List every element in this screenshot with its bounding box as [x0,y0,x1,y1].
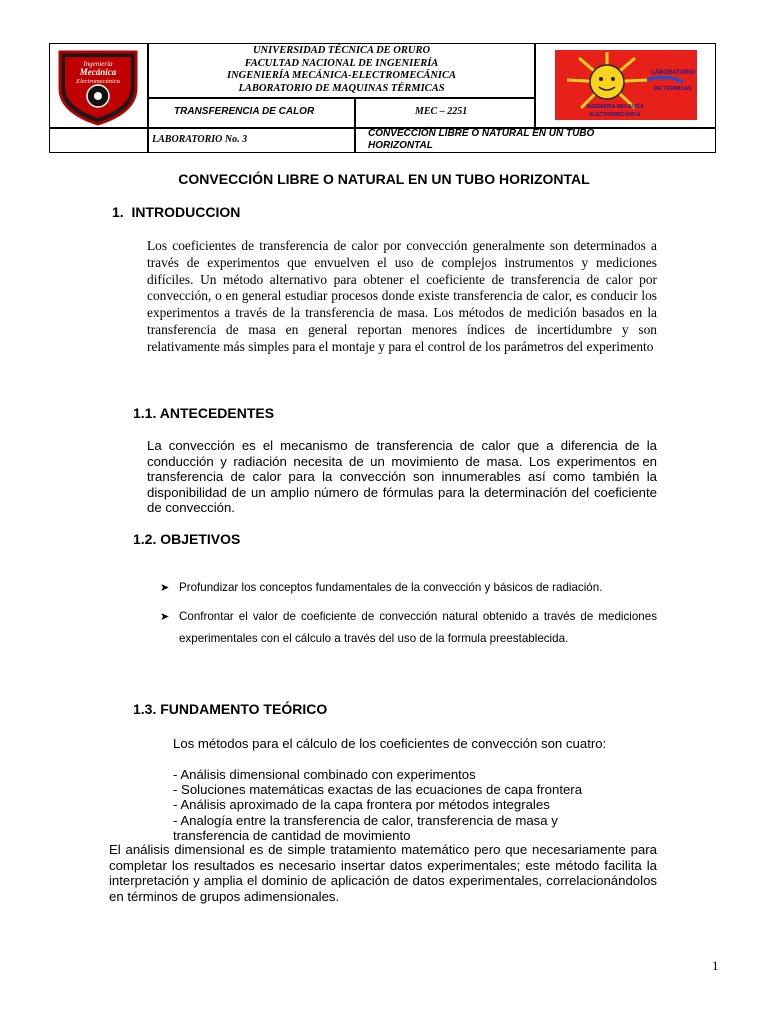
lab-title-cell: CONVECCIÓN LIBRE O NATURAL EN UN TUBO HORIZONTAL [368,128,595,151]
list-item: - Soluciones matemáticas exactas de las ecuaciones de capa frontera [173,782,583,798]
introduccion-paragraph: Los coeficientes de transferencia de calor por convección generalmente son determinados a través de experimentos que envuelven el uso de complejos instrumentos y mediciones difíciles. Un método alternativo para obtener el coeficiente de transferencia de calor por convección, o en general estudiar procesos donde existe transferencia de calor, es conducir los experimentos a través de la transferencia de masa. Los métodos de medición basados en la transferencia de masa en general reportan menores índices de incertidumbre y son relativamente más simples para el montaje y para el control de los parámetros del experimento [147,238,657,354]
shield-logo-text: Ingeniería [83,60,113,68]
section-heading-fundamento-teorico: 1.3. FUNDAMENTO TEÓRICO [133,701,328,717]
university-line: UNIVERSIDAD TÉCNICA DE ORURO [252,45,431,56]
header-divider [354,97,356,153]
list-item: - Análisis dimensional combinado con experimentos [173,767,476,782]
logo-text: LABORATORIO [650,70,696,76]
fundamento-list [173,767,582,843]
objective-item: Confrontar el valor de coeficiente de convección natural obtenido a través de mediciones experimentales con el cálculo a través del uso de la formula preestablecida. [179,610,657,645]
list-item: - Análisis aproximado de la capa frontera por métodos integrales [173,797,550,813]
fundamento-intro: Los métodos para el cálculo de los coeficientes de convección son cuatro: [173,736,607,751]
header-divider [147,97,535,99]
lab-sun-logo [555,50,697,120]
lab-number-cell: LABORATORIO No. 3 [152,134,248,145]
subject-cell: TRANSFERENCIA DE CALOR [174,106,315,117]
fundamento-paragraph: El análisis dimensional es de simple tratamiento matemático pero que necesariamente para completar los resultados es necesario insertar datos experimentales; este método facilita la interpretación y amplia el dominio de aplicación de datos experimentales, correlacionándolos en términos de grupos adimensionales. [109,842,657,904]
bullet-arrow-icon: ➤ [160,611,170,623]
shield-logo-text: Electromecánica [76,78,120,85]
faculty-shield-logo [56,48,140,126]
list-item: transferencia de cantidad de movimiento [173,827,411,843]
course-code-cell: MEC – 2251 [415,106,468,117]
section-heading-objetivos: 1.2. OBJETIVOS [133,531,241,547]
logo-text: ELECTROMECANICA [589,112,641,118]
list-item: - Analogía entre la transferencia de calor, transferencia de masa y [173,812,558,828]
bullet-arrow-icon: ➤ [160,582,170,594]
section-heading-antecedentes: 1.1. ANTECEDENTES [133,405,275,421]
university-line: FACULTAD NACIONAL DE INGENIERÍA [244,57,439,69]
document-title: CONVECCIÓN LIBRE O NATURAL EN UN TUBO HORIZONTAL [178,171,590,187]
objective-item: Profundizar los conceptos fundamentales de la convección y básicos de radiación. [179,581,603,594]
logo-text: DE TERMICAS [654,86,692,92]
logo-text: INGENIERIA MECANICA [586,104,644,110]
shield-logo-text: Mecánica [79,67,117,77]
section-heading-introduccion: 1. INTRODUCCION [112,204,241,220]
page-number: 1 [712,958,719,973]
university-line: INGENIERÍA MECÁNICA-ELECTROMECÁNICA [226,70,457,81]
university-line: LABORATORIO DE MAQUINAS TÉRMICAS [238,82,445,94]
header-divider [534,43,536,128]
antecedentes-paragraph: La convección es el mecanismo de transferencia de calor que a diferencia de la conducción y radiación necesita de un movimiento de masa. Los experimentos en transferencia de calor para la convección son innumerables así como también la disponibilidad de un amplio número de fórmulas para la determinación del coeficiente de convección. [147,438,657,515]
university-header [149,45,534,95]
